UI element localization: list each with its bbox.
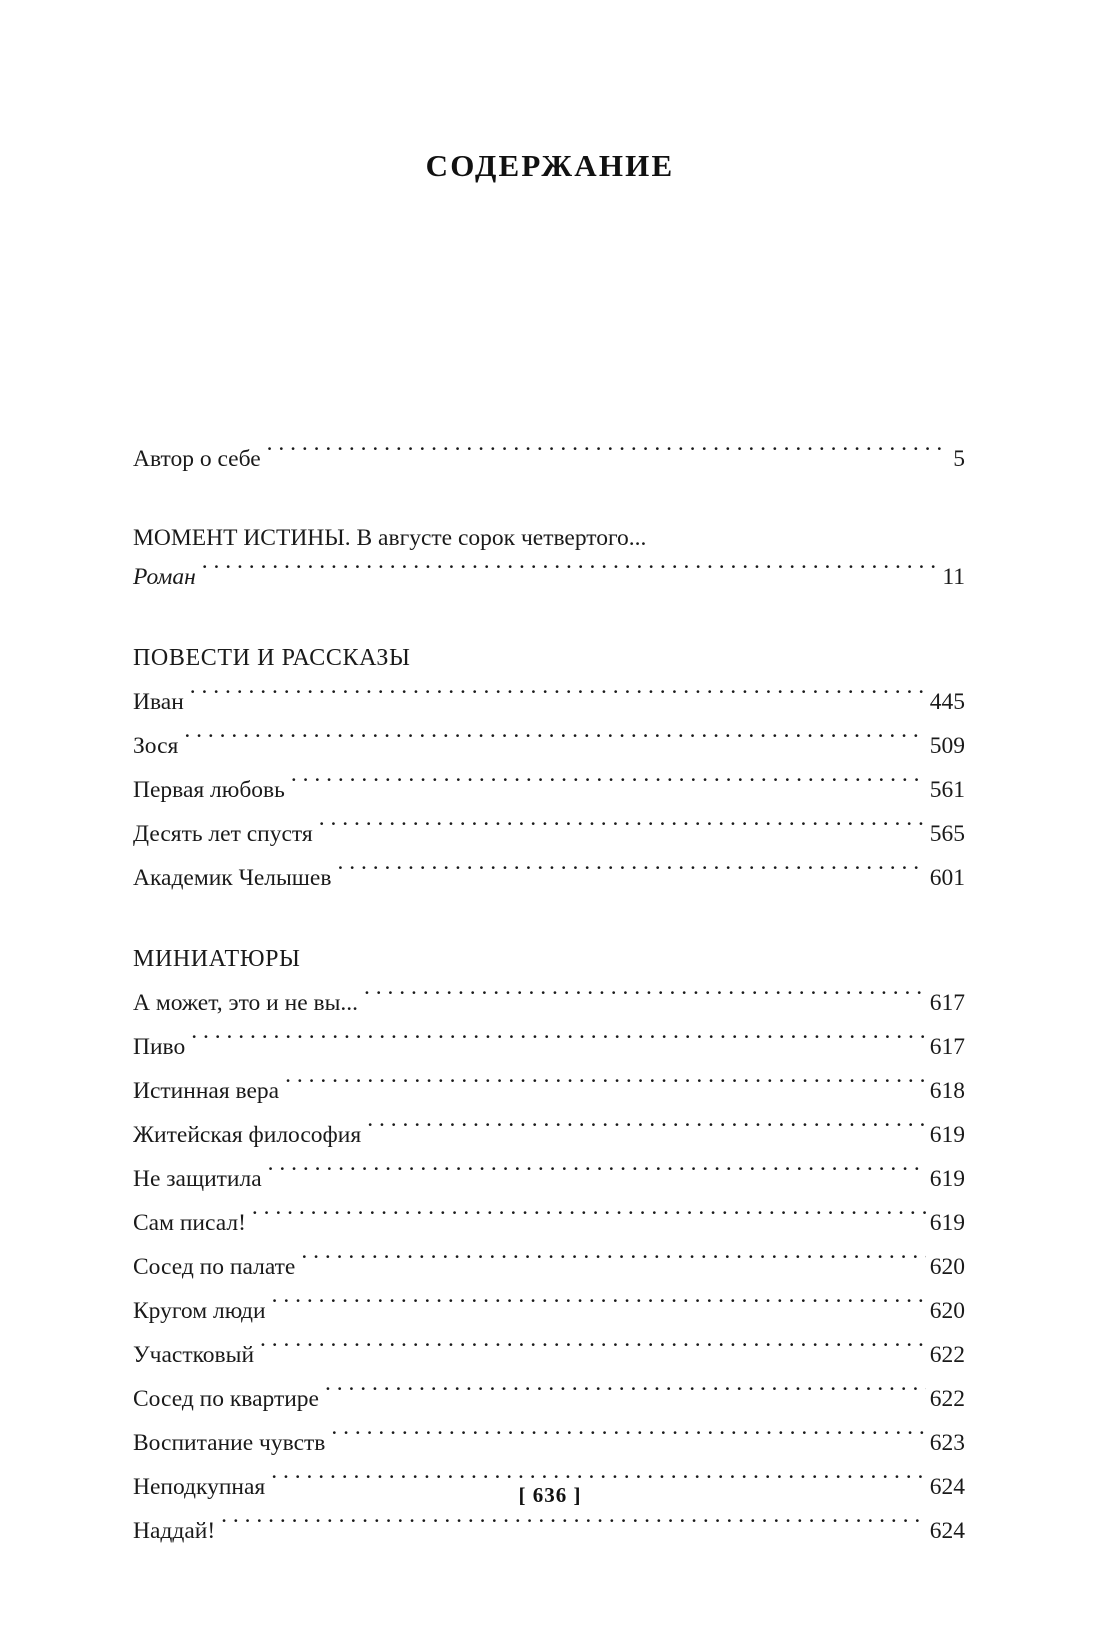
toc-entry-page: 618: [929, 1078, 965, 1104]
spacer: [133, 900, 965, 947]
toc-entry-novel-subtitle[interactable]: [133, 555, 965, 599]
toc-entry[interactable]: [133, 1245, 965, 1289]
toc-entry[interactable]: [133, 1289, 965, 1333]
toc-entry[interactable]: [133, 1421, 965, 1465]
toc-entry[interactable]: [133, 1025, 965, 1069]
dot-leader: [191, 1031, 926, 1055]
dot-leader: [301, 1251, 925, 1275]
dot-leader: [202, 561, 939, 585]
toc-entry-page: 11: [942, 564, 965, 590]
toc-entry-title: Пиво: [133, 1034, 186, 1060]
toc-entry-author-about[interactable]: [133, 437, 965, 481]
dot-leader: [252, 1207, 926, 1231]
dot-leader: [337, 862, 925, 886]
toc-entry[interactable]: [133, 856, 965, 900]
toc-entry-title: Сам писал!: [133, 1210, 246, 1236]
toc-entry-page: 619: [929, 1122, 965, 1148]
dot-leader: [267, 443, 950, 467]
toc-entry[interactable]: [133, 1509, 965, 1553]
toc-entry-page: 565: [929, 821, 965, 847]
toc-section-miniatures: [133, 947, 965, 1553]
toc-entry-title: Роман: [133, 564, 196, 590]
dot-leader: [367, 1119, 926, 1143]
toc-entry[interactable]: [133, 812, 965, 856]
toc-entry-page: 622: [929, 1386, 965, 1412]
toc-entry-page: 620: [929, 1298, 965, 1324]
toc-entry-title: Сосед по квартире: [133, 1386, 319, 1412]
toc-entry[interactable]: [133, 1157, 965, 1201]
toc-entry-page: 624: [929, 1474, 965, 1500]
dot-leader: [190, 686, 926, 710]
toc-entry[interactable]: [133, 1377, 965, 1421]
dot-leader: [272, 1295, 926, 1319]
toc-entry-title: Иван: [133, 689, 184, 715]
toc-entry-page: 561: [929, 777, 965, 803]
toc-entry-title: Участковый: [133, 1342, 255, 1368]
toc-entry-page: 624: [929, 1518, 965, 1544]
toc-entry-page: 619: [929, 1166, 965, 1192]
toc-section-stories: [133, 646, 965, 900]
toc-entry-title: Зося: [133, 733, 179, 759]
spacer: [133, 481, 965, 521]
toc-entry-page: 617: [929, 990, 965, 1016]
toc-entry-title: Десять лет спустя: [133, 821, 313, 847]
toc-entry-page: 622: [929, 1342, 965, 1368]
dot-leader: [268, 1163, 926, 1187]
dot-leader: [325, 1383, 926, 1407]
toc-entry-page: 5: [953, 446, 965, 472]
toc-section-heading: ПОВЕСТИ И РАССКАЗЫ: [133, 645, 411, 671]
toc-entry[interactable]: [133, 1113, 965, 1157]
toc-entry-title: Истинная вера: [133, 1078, 280, 1104]
toc-entry-title: Неподкупная: [133, 1474, 266, 1500]
toc-entry[interactable]: [133, 1333, 965, 1377]
dot-leader: [221, 1515, 926, 1539]
toc-entry-page: 445: [929, 689, 965, 715]
toc-entry-title: Не защитила: [133, 1166, 262, 1192]
toc-entry-title: Кругом люди: [133, 1298, 266, 1324]
toc-entry[interactable]: [133, 981, 965, 1025]
toc-section-heading: МИНИАТЮРЫ: [133, 946, 301, 972]
toc-entry-title: Сосед по палате: [133, 1254, 296, 1280]
toc-entry-page: 601: [929, 865, 965, 891]
page-folio: [ 636 ]: [518, 1483, 582, 1507]
dot-leader: [285, 1075, 926, 1099]
dot-leader: [184, 730, 925, 754]
dot-leader: [260, 1339, 926, 1363]
toc-entry[interactable]: [133, 1201, 965, 1245]
page-title: СОДЕРЖАНИЕ: [425, 148, 675, 183]
toc-entry-title: Воспитание чувств: [133, 1430, 326, 1456]
toc-entry-title: Житейская философия: [133, 1122, 362, 1148]
toc-entry[interactable]: [133, 724, 965, 768]
toc-entry-title: Автор о себе: [133, 446, 261, 472]
toc-entry-page: 623: [929, 1430, 965, 1456]
toc-entry-page: 620: [929, 1254, 965, 1280]
toc-entry-title: Наддай!: [133, 1518, 216, 1544]
dot-leader: [364, 987, 926, 1011]
toc-entry-page: 509: [929, 733, 965, 759]
toc-entry[interactable]: [133, 1069, 965, 1113]
spacer: [133, 599, 965, 646]
toc-entry-title: А может, это и не вы...: [133, 990, 359, 1016]
toc-entry-title: Академик Челышев: [133, 865, 332, 891]
toc-list: [133, 437, 965, 1553]
toc-entry-title: Первая любовь: [133, 777, 285, 803]
dot-leader: [331, 1427, 925, 1451]
dot-leader: [319, 818, 926, 842]
toc-entry-page: 619: [929, 1210, 965, 1236]
toc-entry[interactable]: [133, 680, 965, 724]
toc-entry-novel-headline[interactable]: МОМЕНТ ИСТИНЫ. В августе сорок четвертого...: [133, 525, 647, 551]
dot-leader: [291, 774, 926, 798]
toc-entry-page: 617: [929, 1034, 965, 1060]
toc-entry[interactable]: [133, 768, 965, 812]
